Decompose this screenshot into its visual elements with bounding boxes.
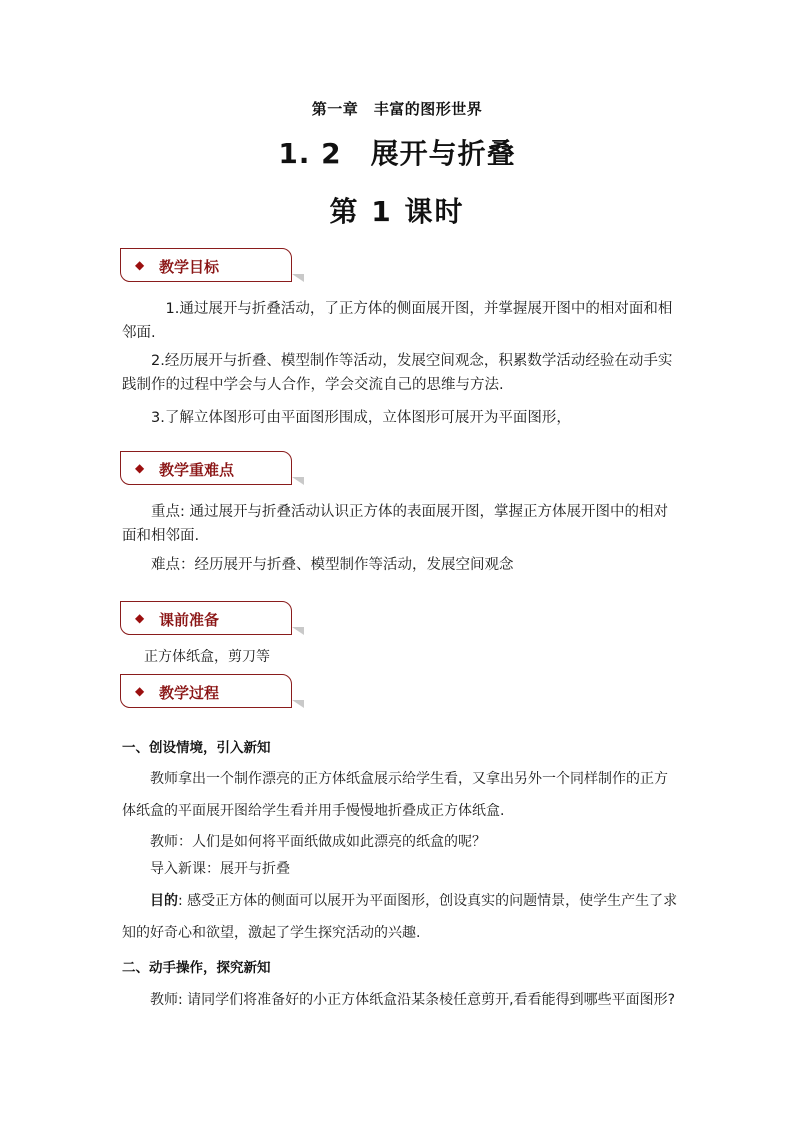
lesson-title: 1. 2 展开与折叠 xyxy=(278,137,516,170)
goal-item-2: 2.经历展开与折叠、模型制作等活动，发展空间观念，积累数学活动经验在动手实践制作的过程中学会与人合作，学会交流自己的思维与方法. xyxy=(122,353,673,393)
section-header-preparation xyxy=(120,601,292,635)
section-header-goals xyxy=(120,248,292,282)
purpose-text: : 感受正方体的侧面可以展开为平面图形，创设真实的问题情景，使学生产生了求知的好奇心和欲望，激起了学生探究活动的兴趣. xyxy=(122,893,678,941)
lesson-subtitle: 第 1 课时 xyxy=(329,195,465,228)
focus-text: 重点: 通过展开与折叠活动认识正方体的表面展开图，掌握正方体展开图中的相对面和相邻面. xyxy=(122,504,668,544)
diamond-icon: ◆ xyxy=(135,611,145,625)
chapter-title: 第一章 丰富的图形世界 xyxy=(311,100,483,118)
part1-paragraph-1: 教师拿出一个制作漂亮的正方体纸盒展示给学生看，又拿出另外一个同样制作的正方体纸盒的平面展开图给学生看并用手慢慢地折叠成正方体纸盒. xyxy=(122,771,668,819)
section-shadow xyxy=(292,627,304,635)
diamond-icon: ◆ xyxy=(135,461,145,475)
section-shadow xyxy=(292,477,304,485)
goal-item-3: 3.了解立体图形可由平面图形围成，立体图形可展开为平面图形， xyxy=(151,410,571,426)
preparation-text: 正方体纸盒，剪刀等 xyxy=(144,649,270,665)
goal-item-1: 1.通过展开与折叠活动，了正方体的侧面展开图，并掌握展开图中的相对面和相邻面. xyxy=(122,301,673,341)
section-label: 教学过程 xyxy=(159,684,220,702)
section-label: 教学目标 xyxy=(159,258,220,276)
part1-heading: 一、创设情境，引入新知 xyxy=(122,740,271,756)
diamond-icon: ◆ xyxy=(135,684,145,698)
difficulty-text: 难点：经历展开与折叠、模型制作等活动，发展空间观念 xyxy=(151,557,514,573)
part1-paragraph-3: 导入新课：展开与折叠 xyxy=(150,861,290,877)
section-shadow xyxy=(292,274,304,282)
diamond-icon: ◆ xyxy=(135,258,145,272)
part2-heading: 二、动手操作，探究新知 xyxy=(122,960,271,976)
section-label: 教学重难点 xyxy=(159,461,235,479)
purpose-label: 目的 xyxy=(150,893,178,909)
section-label: 课前准备 xyxy=(159,611,220,629)
part2-paragraph-1: 教师: 请同学们将准备好的小正方体纸盒沿某条棱任意剪开,看看能得到哪些平面图形? xyxy=(150,992,676,1008)
section-shadow xyxy=(292,700,304,708)
section-header-process xyxy=(120,674,292,708)
section-header-key-points xyxy=(120,451,292,485)
purpose-paragraph xyxy=(122,885,678,949)
part1-paragraph-2: 教师：人们是如何将平面纸做成如此漂亮的纸盒的呢？ xyxy=(150,834,486,850)
